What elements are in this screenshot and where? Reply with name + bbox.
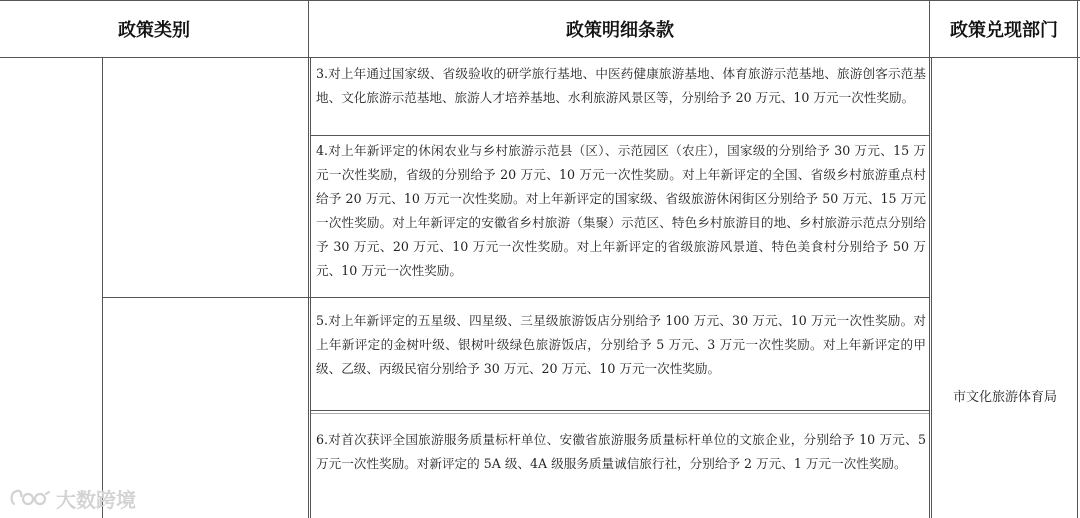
col-divider [929,0,930,518]
header-policy-category: 政策类别 [118,20,190,41]
clause-3: 3.对上年通过国家级、省级验收的研学旅行基地、中医药健康旅游基地、体育旅游示范基地、旅游创客示范基地、文化旅游示范基地、旅游人才培养基地、水利旅游风景区等，分别给予 20 万元、10 万元一次性奖励。 [316,66,926,105]
row-divider [310,135,930,136]
clause-4: 4.对上年新评定的休闲农业与乡村旅游示范县（区）、示范园区（农庄），国家级的分别给予 30 万元、15 万元一次性奖励，省级的分别给予 20 万元、10 万元一次性奖励。对上年新评定的全国、省级乡村旅游重点村给予 20 万元、10 万元一次性奖励。对上年新评定的国家级、省级旅游休闲街区分别给予 50 万元、15 万元一次性奖励。对上年新评定的安徽省乡村旅游（集聚）示范区、特色乡村旅游目的地、乡村旅游示范点分别给予 30 万元、20 万元、10 万元一次性奖励。对上年新评定的省级旅游风景道、特色美食村分别给予 50 万元、10 万元一次性奖励。 [316,143,926,278]
col-divider [310,57,311,518]
col-divider [308,0,309,518]
row-divider [310,410,930,411]
watermark-text: 大数跨境 [56,487,136,512]
watermark-logo-icon [8,486,52,510]
watermark [8,484,136,512]
table-right-border [1077,0,1078,518]
header-policy-clauses: 政策明细条款 [566,20,674,41]
department-name: 市文化旅游体育局 [952,390,1057,405]
col-divider [102,57,103,518]
clause-6: 6.对首次获评全国旅游服务质量标杆单位、安徽省旅游服务质量标杆单位的文旅企业，分别给予 10 万元、5 万元一次性奖励。对新评定的 5A 级、4A 级服务质量诚信旅行社，分别给予 2 万元、1 万元一次性奖励。 [316,432,926,471]
header-policy-department: 政策兑现部门 [950,20,1058,41]
col-divider [931,57,932,518]
row-divider [102,297,930,298]
subdivider-double [310,413,930,414]
clause-5: 5.对上年新评定的五星级、四星级、三星级旅游饭店分别给予 100 万元、30 万元、10 万元一次性奖励。对上年新评定的金树叶级、银树叶级绿色旅游饭店，分别给予 5 万元、3 万元一次性奖励。对上年新评定的甲级、乙级、丙级民宿分别给予 30 万元、20 万元、10 万元一次性奖励。 [316,313,926,376]
